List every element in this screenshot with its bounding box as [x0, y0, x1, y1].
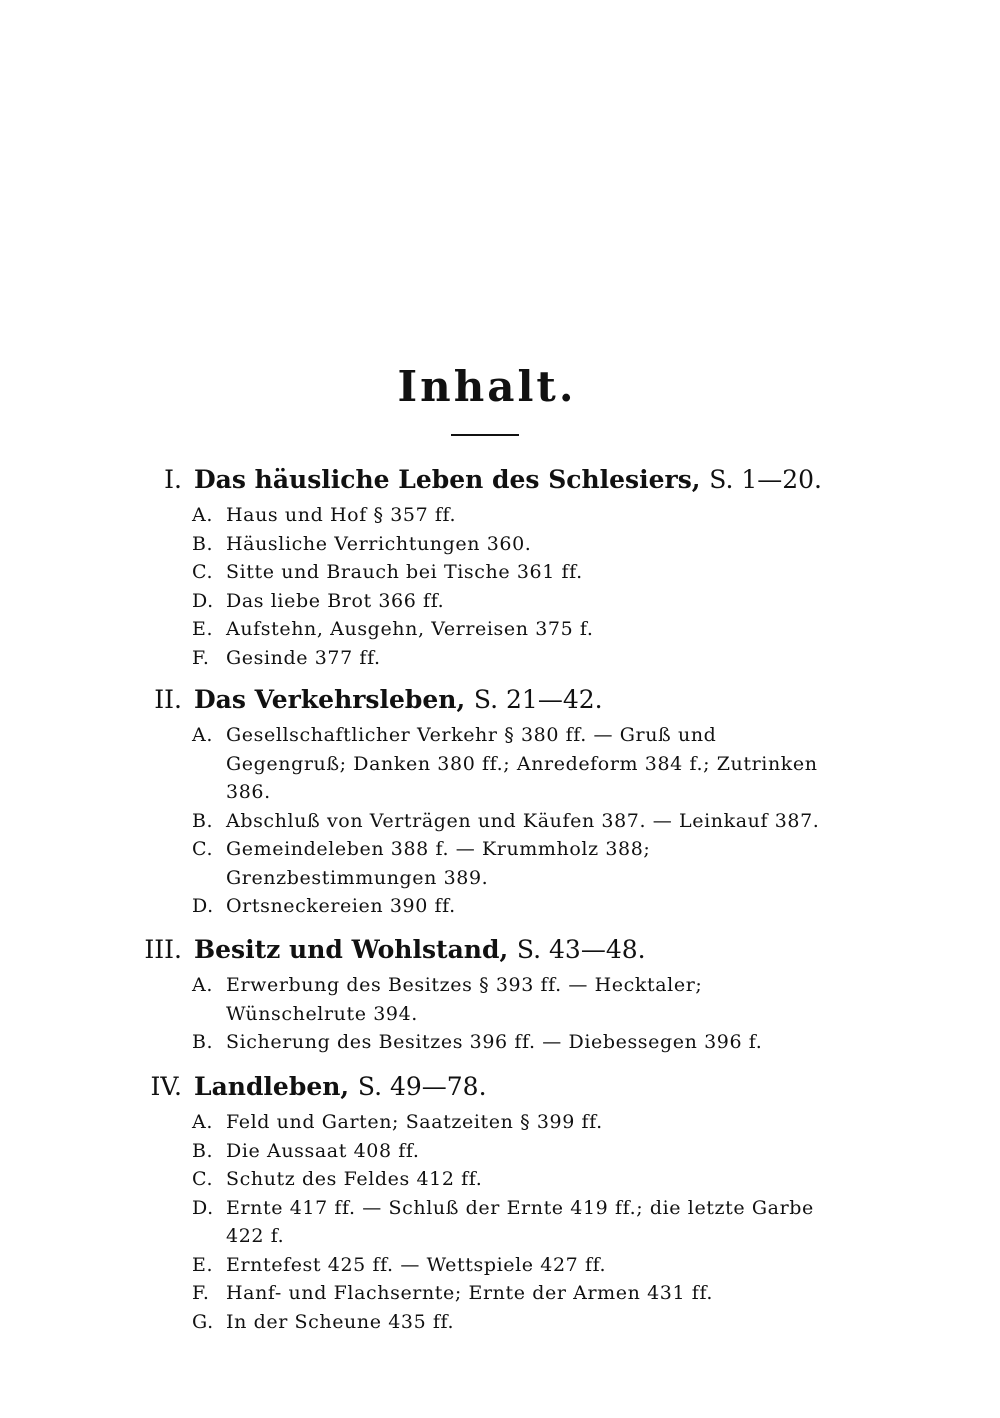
entry-letter: B.: [192, 809, 214, 832]
section-pages: S. 43—48.: [516, 935, 646, 964]
section-pages: S. 21—42.: [473, 685, 603, 714]
section-title-line: [194, 1070, 487, 1104]
section-pages: S. 49—78.: [357, 1072, 487, 1101]
section-heading: [0, 1070, 1000, 1104]
section-numeral: IV.: [150, 1072, 182, 1101]
title-divider: [451, 434, 519, 436]
entry-letter: A.: [192, 504, 213, 526]
entry-letter: D.: [192, 895, 214, 917]
section-title-line: [194, 683, 603, 717]
toc-entry: [0, 892, 1000, 921]
section-entries: [0, 501, 1000, 672]
page-title: Inhalt.: [397, 362, 577, 411]
section-heading: [0, 933, 1000, 967]
entry-letter: C.: [192, 1168, 214, 1190]
toc-entry: [0, 1279, 1000, 1308]
entry-text: Hanf- und Flachsernte; Ernte der Armen 431 ff.: [226, 1282, 714, 1304]
entry-letter: G.: [192, 1310, 214, 1333]
toc-entry: [0, 807, 1000, 836]
section-2: [0, 683, 1000, 921]
toc-entry: [0, 835, 1000, 892]
toc-entry: [0, 1137, 1000, 1166]
toc-entry: [0, 1251, 1000, 1280]
section-heading: [0, 683, 1000, 717]
entry-text: Gemeindeleben 388 f. — Krummholz 388; Grenzbestimmungen 389.: [226, 838, 651, 889]
toc-entry: [0, 644, 1000, 673]
entry-text: Ernte 417 ff. — Schluß der Ernte 419 ff.; die letzte Garbe 422 f.: [226, 1196, 814, 1247]
entry-letter: A.: [192, 974, 213, 996]
entry-letter: D.: [192, 1196, 214, 1219]
section-title: Landleben,: [194, 1072, 350, 1101]
toc-entry: [0, 587, 1000, 616]
section-title: Das häusliche Leben des Schlesiers,: [194, 465, 701, 494]
entry-letter: A.: [192, 724, 213, 746]
toc-entry: [0, 530, 1000, 559]
section-heading: [0, 463, 1000, 497]
entry-letter: F.: [192, 646, 210, 669]
entry-text: Sitte und Brauch bei Tische 361 ff.: [226, 561, 583, 583]
entry-letter: D.: [192, 589, 214, 612]
entry-letter: E.: [192, 618, 214, 640]
entry-letter: B.: [192, 1139, 214, 1162]
toc-entry: [0, 615, 1000, 644]
entry-text: Sicherung des Besitzes 396 ff. — Diebessegen 396 f.: [226, 1031, 763, 1053]
entry-text: Haus und Hof § 357 ff.: [226, 504, 457, 526]
section-entries: [0, 721, 1000, 921]
entry-letter: C.: [192, 561, 214, 583]
entry-text: Gesellschaftlicher Verkehr § 380 ff. — Gruß und Gegengruß; Danken 380 ff.; Anredeform 384 f.; Zutrinken 386.: [226, 724, 818, 803]
section-numeral: III.: [144, 935, 182, 964]
section-title-line: [194, 463, 822, 497]
toc-entry: [0, 1194, 1000, 1251]
entry-letter: B.: [192, 532, 214, 555]
section-3: [0, 933, 1000, 1057]
section-title-line: [194, 933, 646, 967]
section-entries: [0, 971, 1000, 1057]
entry-letter: C.: [192, 838, 214, 860]
section-numeral: II.: [154, 685, 182, 714]
toc-entry: [0, 1165, 1000, 1194]
entry-letter: F.: [192, 1282, 210, 1304]
entry-letter: A.: [192, 1111, 213, 1133]
section-title: Besitz und Wohlstand,: [194, 935, 509, 964]
entry-text: Schutz des Feldes 412 ff.: [226, 1168, 483, 1190]
entry-text: Feld und Garten; Saatzeiten § 399 ff.: [226, 1111, 603, 1133]
entry-text: Abschluß von Verträgen und Käufen 387. — Leinkauf 387.: [226, 809, 820, 832]
entry-letter: E.: [192, 1253, 214, 1276]
toc-entry: [0, 1108, 1000, 1137]
toc-entry: [0, 721, 1000, 807]
toc-entry: [0, 971, 1000, 1028]
entry-text: Gesinde 377 ff.: [226, 646, 381, 669]
entry-text: Häusliche Verrichtungen 360.: [226, 532, 532, 555]
entry-text: Aufstehn, Ausgehn, Verreisen 375 f.: [226, 618, 594, 640]
section-pages: S. 1—20.: [709, 465, 822, 494]
toc-entry: [0, 1308, 1000, 1337]
entry-text: Erwerbung des Besitzes § 393 ff. — Hecktaler; Wünschelrute 394.: [226, 974, 703, 1025]
toc-entry: [0, 1028, 1000, 1057]
entry-letter: B.: [192, 1031, 214, 1053]
entry-text: In der Scheune 435 ff.: [226, 1310, 455, 1333]
entry-text: Die Aussaat 408 ff.: [226, 1139, 420, 1162]
section-entries: [0, 1108, 1000, 1336]
section-1: [0, 463, 1000, 672]
section-4: [0, 1070, 1000, 1336]
entry-text: Das liebe Brot 366 ff.: [226, 589, 445, 612]
section-numeral: I.: [164, 465, 182, 494]
toc-entry: [0, 558, 1000, 587]
entry-text: Erntefest 425 ff. — Wettspiele 427 ff.: [226, 1253, 607, 1276]
toc-entry: [0, 501, 1000, 530]
section-title: Das Verkehrsleben,: [194, 685, 466, 714]
entry-text: Ortsneckereien 390 ff.: [226, 895, 456, 917]
